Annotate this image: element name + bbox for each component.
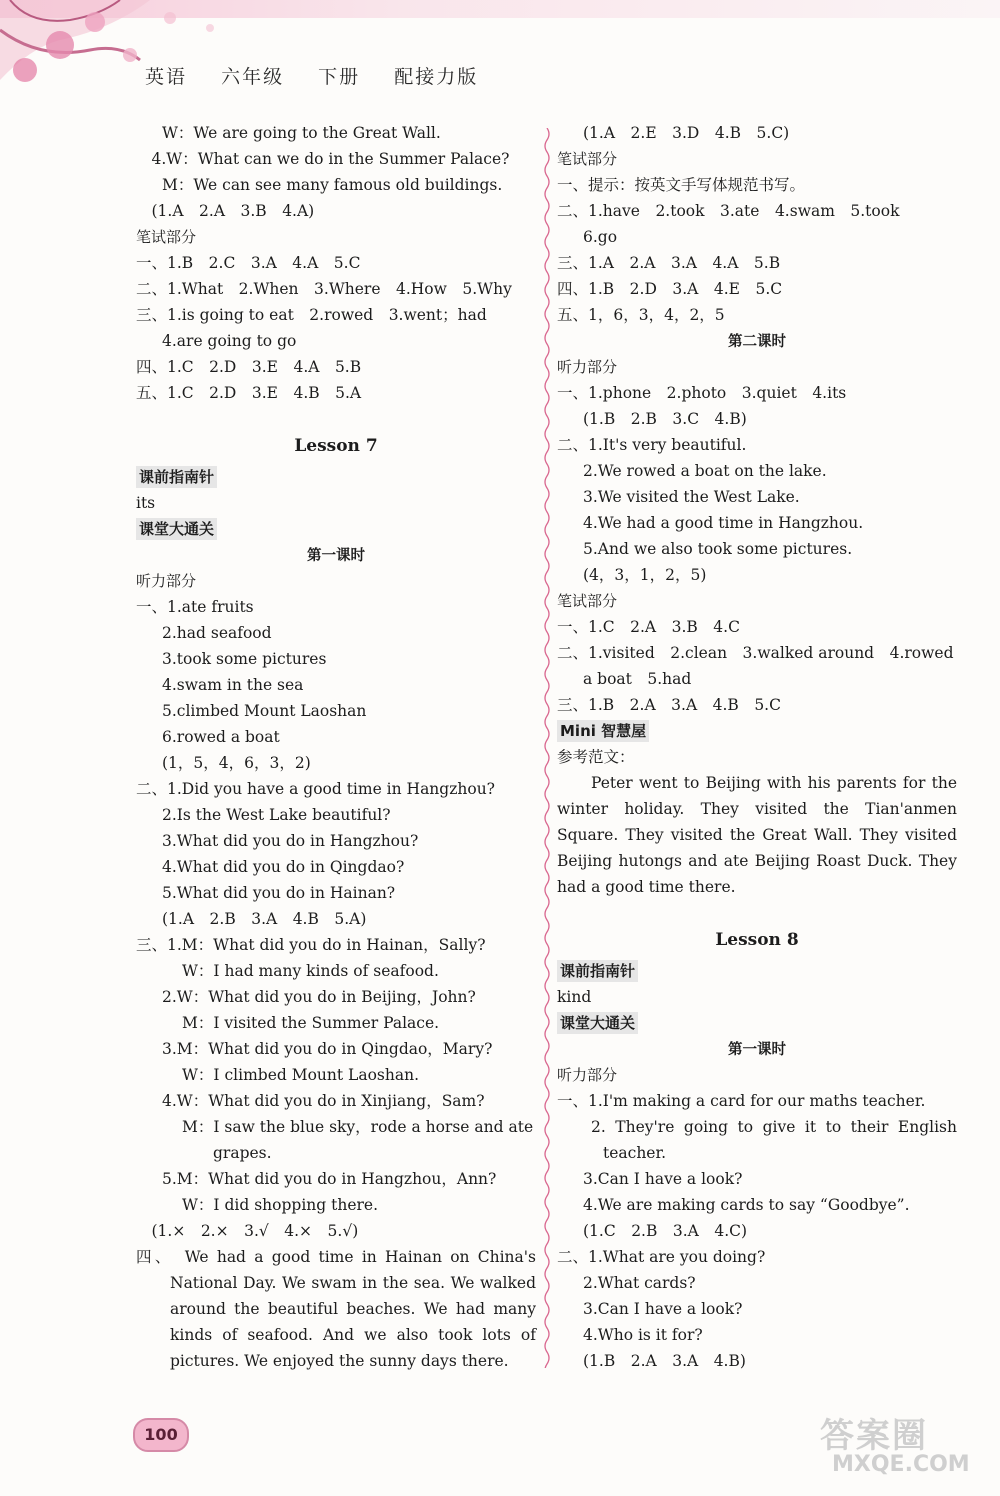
answer-line: 一、1.B 2.C 3.A 4.A 5.C	[136, 254, 361, 272]
answer-line: 3.Can I have a look?	[583, 1300, 743, 1318]
answer-line: 3.M：What did you do in Qingdao，Mary?	[162, 1040, 493, 1058]
answer-line: 二、1.It's very beautiful.	[557, 436, 747, 454]
paragraph-line: 2. They're going to give it to their English	[591, 1118, 957, 1136]
header-edition: 配接力版	[394, 66, 479, 88]
answer-line: 5.And we also took some pictures.	[583, 540, 853, 558]
floral-corner-decoration	[0, 0, 420, 120]
answer-line: 2.What cards?	[583, 1274, 696, 1292]
paragraph-line: National Day. We swam in the sea. We walked	[170, 1274, 536, 1292]
left-column	[136, 120, 536, 1374]
answer-line: M：We can see many famous old buildings.	[162, 176, 503, 194]
answer-line: 6.go	[583, 228, 618, 246]
answer-line: 4.Who is it for?	[583, 1326, 703, 1344]
section-heading: 笔试部分	[136, 228, 197, 246]
answer-line: grapes.	[182, 1144, 272, 1162]
answer-line: 五、1，6，3，4，2，5	[557, 306, 725, 324]
answer-line: 3.took some pictures	[162, 650, 327, 668]
paragraph-line: kinds of seafood. And we also took lots of	[170, 1326, 536, 1344]
answer-line: its	[136, 494, 156, 512]
header-grade: 六年级	[221, 66, 285, 88]
answer-line: (1.A 2.B 3.A 4.B 5.A)	[162, 910, 367, 928]
answer-line: 4.What did you do in Qingdao?	[162, 858, 405, 876]
answer-line: 2.had seafood	[162, 624, 272, 642]
answer-line: teacher.	[603, 1144, 667, 1162]
answer-line: (1.A 2.E 3.D 4.B 5.C)	[583, 124, 790, 142]
section-heading: 听力部分	[557, 358, 618, 376]
paragraph-line: 四、 We had a good time in Hainan on China's	[136, 1248, 536, 1266]
paragraph-line: Beijing hutongs and ate Beijing Roast Duck. They	[557, 852, 957, 870]
watermark-logo: 答案圈	[820, 1416, 928, 1456]
answer-line: 4.We are making cards to say “Goodbye”.	[583, 1196, 910, 1214]
answer-line: kind	[557, 988, 592, 1006]
lesson-period-label: 第二课时	[728, 334, 786, 350]
lesson-title: Lesson 8	[715, 930, 799, 950]
section-heading: 笔试部分	[557, 592, 618, 610]
answer-line: 4.W：What can we do in the Summer Palace?	[136, 150, 510, 168]
page-header	[145, 62, 504, 89]
watermark-url: MXQE.COM	[832, 1452, 970, 1477]
page-number: 100	[133, 1418, 189, 1452]
section-tag-label: Mini 智慧屋	[557, 720, 649, 742]
answer-line: M：I saw the blue sky，rode a horse and ate	[182, 1118, 534, 1136]
section-tag	[557, 1010, 957, 1036]
answer-line: 三、1.is going to eat 2.rowed 3.went；had	[136, 306, 487, 324]
spacer	[136, 406, 536, 428]
answer-line: 二、1.visited 2.clean 3.walked around 4.rowed	[557, 644, 954, 662]
section-tag	[136, 516, 536, 542]
answer-line: W：We are going to the Great Wall.	[162, 124, 441, 142]
section-heading: 听力部分	[136, 572, 197, 590]
paragraph-line: Peter went to Beijing with his parents for the	[591, 774, 957, 792]
section-tag	[557, 958, 957, 984]
lesson-period-heading	[557, 1036, 957, 1062]
section-tag	[136, 464, 536, 490]
answer-line: 一、1.ate fruits	[136, 598, 254, 616]
answer-line: 五、1.C 2.D 3.E 4.B 5.A	[136, 384, 362, 402]
answer-line: W：I had many kinds of seafood.	[182, 962, 439, 980]
lesson-period-label: 第一课时	[307, 548, 365, 564]
answer-line: 三、1.A 2.A 3.A 4.A 5.B	[557, 254, 781, 272]
answer-line: 5.What did you do in Hainan?	[162, 884, 396, 902]
answer-line: (1.C 2.B 3.A 4.C)	[583, 1222, 748, 1240]
answer-line: 参考范文：	[557, 748, 635, 766]
section-heading: 听力部分	[557, 1066, 618, 1084]
answer-line: 三、1.M：What did you do in Hainan，Sally?	[136, 936, 486, 954]
lesson-period-heading	[557, 328, 957, 354]
answer-line: 二、1.What are you doing?	[557, 1248, 766, 1266]
answer-line: 一、1.I'm making a card for our maths teacher.	[557, 1092, 926, 1110]
answer-line: 2.Is the West Lake beautiful?	[162, 806, 391, 824]
answer-line: 4.W：What did you do in Xinjiang，Sam?	[162, 1092, 485, 1110]
answer-line: 3.We visited the West Lake.	[583, 488, 800, 506]
answer-line: 二、1.What 2.When 3.Where 4.How 5.Why	[136, 280, 512, 298]
answer-line: 5.climbed Mount Laoshan	[162, 702, 367, 720]
right-column	[557, 120, 957, 1374]
answer-line: (1.B 2.A 3.A 4.B)	[583, 1352, 746, 1370]
answer-line: a boat 5.had	[583, 670, 692, 688]
answer-line: 二、1.have 2.took 3.ate 4.swam 5.took	[557, 202, 900, 220]
answer-line: (1.B 2.B 3.C 4.B)	[583, 410, 747, 428]
section-tag-label: 课前指南针	[557, 960, 638, 982]
answer-line: (1，5，4，6，3，2)	[162, 754, 311, 772]
answer-line: 5.M：What did you do in Hangzhou，Ann?	[162, 1170, 497, 1188]
answer-line: 4.We had a good time in Hangzhou.	[583, 514, 864, 532]
answer-line: 6.rowed a boat	[162, 728, 280, 746]
answer-line: 一、提示：按英文手写体规范书写。	[557, 176, 806, 194]
section-tag	[557, 718, 957, 744]
answer-line: 2.W：What did you do in Beijing，John?	[162, 988, 476, 1006]
answer-line: W：I did shopping there.	[182, 1196, 379, 1214]
paragraph-line: around the beautiful beaches. We had many	[170, 1300, 536, 1318]
answer-line: (1.A 2.A 3.B 4.A)	[136, 202, 315, 220]
answer-line: (1.× 2.× 3.√ 4.× 5.√)	[136, 1222, 359, 1240]
answer-line: 3.What did you do in Hangzhou?	[162, 832, 419, 850]
section-tag-label: 课前指南针	[136, 466, 217, 488]
lesson-title: Lesson 7	[294, 436, 378, 456]
answer-line: 四、1.B 2.D 3.A 4.E 5.C	[557, 280, 783, 298]
answer-line: 四、1.C 2.D 3.E 4.A 5.B	[136, 358, 362, 376]
header-subject: 英语	[145, 66, 188, 88]
answer-line: 4.swam in the sea	[162, 676, 304, 694]
section-tag-label: 课堂大通关	[136, 518, 217, 540]
header-volume: 下册	[318, 66, 361, 88]
section-tag-label: 课堂大通关	[557, 1012, 638, 1034]
paragraph-line: Square. They visited the Great Wall. They visited	[557, 826, 957, 844]
paragraph-line: pictures. We enjoyed the sunny days there.	[170, 1352, 509, 1370]
answer-line: (4，3，1，2，5)	[583, 566, 707, 584]
answer-line: 4.are going to go	[162, 332, 297, 350]
answer-line: 二、1.Did you have a good time in Hangzhou?	[136, 780, 495, 798]
answer-line: 一、1.C 2.A 3.B 4.C	[557, 618, 740, 636]
answer-line: M：I visited the Summer Palace.	[182, 1014, 440, 1032]
column-divider	[543, 128, 551, 1368]
paragraph-line: had a good time there.	[557, 878, 736, 896]
answer-line: 三、1.B 2.A 3.A 4.B 5.C	[557, 696, 781, 714]
answer-line: 一、1.phone 2.photo 3.quiet 4.its	[557, 384, 847, 402]
lesson-period-label: 第一课时	[728, 1042, 786, 1058]
answer-line: W：I climbed Mount Laoshan.	[182, 1066, 419, 1084]
paragraph-line: winter holiday. They visited the Tian'anmen	[557, 800, 957, 818]
lesson-period-heading	[136, 542, 536, 568]
spacer	[557, 900, 957, 922]
answer-line: 3.Can I have a look?	[583, 1170, 743, 1188]
answer-line: 2.We rowed a boat on the lake.	[583, 462, 827, 480]
section-heading: 笔试部分	[557, 150, 618, 168]
